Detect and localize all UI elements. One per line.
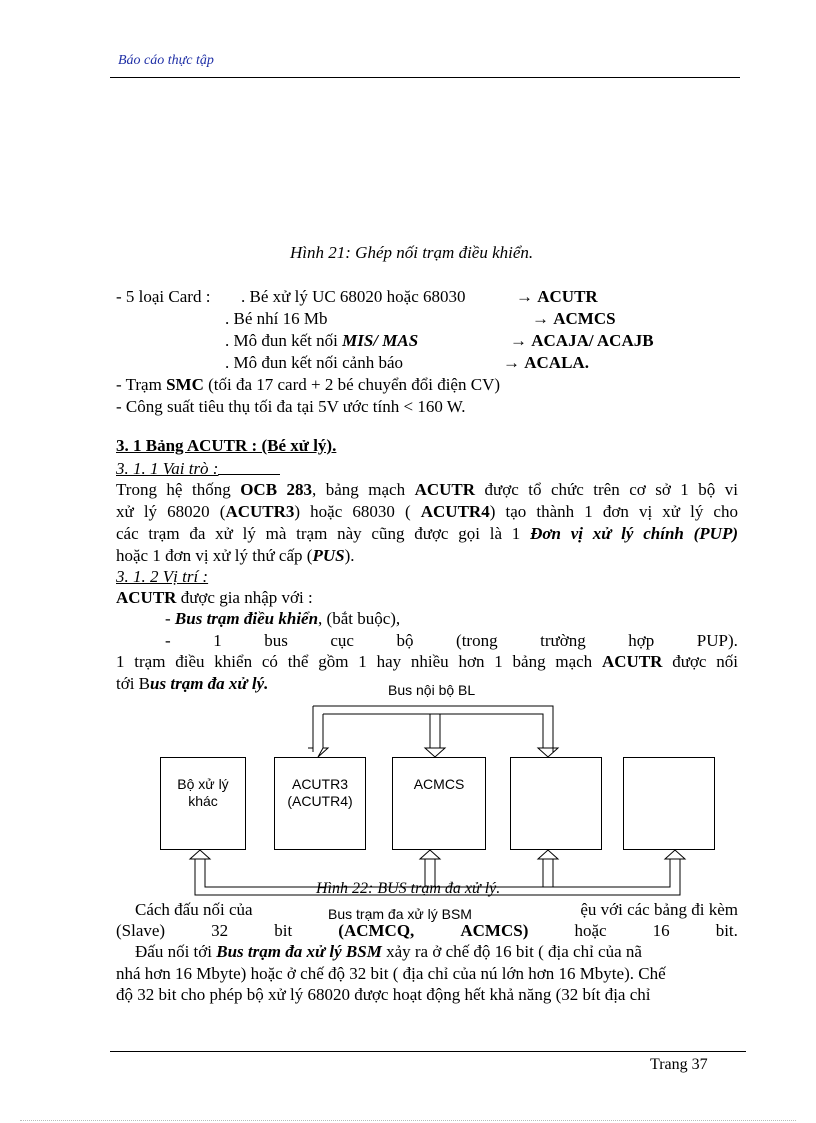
cards-line2-target: → ACMCS (532, 309, 616, 328)
bus-bl-arrow-3 (538, 748, 558, 757)
page-edge (20, 1120, 796, 1121)
bus-bsm-arrow-4 (665, 850, 685, 859)
cards-line4: . Mô đun kết nối cảnh báo (225, 353, 403, 372)
para1-line4: hoặc 1 đơn vị xử lý thứ cấp (PUS). (116, 546, 355, 565)
bus-bsm-arrow-1 (190, 850, 210, 859)
header-title: Báo cáo thực tập (118, 53, 214, 68)
bus-bsm-arrow-3 (538, 850, 558, 859)
para1-line3: các trạm đa xử lý mà trạm này cũng được gọi là 1 Đơn vị xử lý chính (PUP) (116, 524, 738, 543)
power-line: - Công suất tiêu thụ tối đa tại 5V ước tính < 160 W. (116, 397, 466, 416)
para3-line3: Đấu nối tới Bus trạm đa xử lý BSM xảy ra ở chế độ 16 bit ( địa chỉ của nã (135, 942, 642, 961)
bus-bl-outline (313, 706, 553, 752)
bus-bsm-label: Bus trạm đa xử lý BSM (328, 906, 472, 922)
figure22-caption: Hình 22: BUS trạm đa xử lý. (316, 880, 501, 897)
box-acmcs-label: ACMCS (413, 776, 465, 792)
para2-line4: 1 trạm điều khiển có thể gồm 1 hay nhiều hơn 1 bảng mạch ACUTR được nối (116, 652, 738, 671)
para2-line1: ACUTR được gia nhập với : (116, 588, 313, 607)
bus-bl-arrow-2 (425, 748, 445, 757)
para3-line2: (Slave) 32 bit (ACMCQ, ACMCS) hoặc 16 bit. (116, 921, 738, 940)
box-acutr-label: ACUTR3 (ACUTR4) (287, 776, 353, 809)
figure21-caption: Hình 21: Ghép nối trạm điều khiển. (290, 243, 534, 262)
box-acmcs (392, 757, 486, 850)
cards-line1-target: → ACUTR (516, 287, 598, 306)
para2-line2: - Bus trạm điều khiển, (bắt buộc), (165, 609, 401, 628)
cards-line4-target: → ACALA. (503, 353, 589, 372)
section-title: 3. 1 Bảng ACUTR : (Bé xử lý). (116, 436, 337, 455)
bus-bl-arrow-1 (308, 714, 328, 757)
para3-line4: nhá hơn 16 Mbyte) hoặc ở chế độ 32 bit ( địa chỉ của nú lớn hơn 16 Mbyte). Chế (116, 964, 666, 983)
sub2-title: 3. 1. 2 Vị trí : (116, 567, 209, 586)
cards-line2: . Bé nhí 16 Mb (225, 309, 328, 328)
page-number: Trang 37 (650, 1056, 708, 1073)
bus-bl-label: Bus nội bộ BL (388, 682, 476, 698)
box-empty-1 (510, 757, 602, 850)
bus-bsm-arrow-2 (420, 850, 440, 859)
cards-label: - 5 loại Card : (116, 287, 211, 306)
smc-line: - Trạm SMC (tối đa 17 card + 2 bé chuyển đổi điện CV) (116, 375, 501, 394)
cards-line3: . Mô đun kết nối MIS/ MAS (225, 331, 419, 350)
footer-divider (110, 1051, 746, 1052)
cards-line1: . Bé xử lý UC 68020 hoặc 68030 (241, 287, 466, 306)
para2-line5: tới Bus trạm đa xử lý. (116, 674, 269, 693)
sub1-title: 3. 1. 1 Vai trò : (116, 459, 288, 479)
para1-line1: Trong hệ thống OCB 283, bảng mạch ACUTR được tổ chức trên cơ sở 1 bộ vi (116, 480, 739, 499)
para3-line5: độ 32 bit cho phép bộ xử lý 68020 được hoạt động hết khả năng (32 bít địa chỉ (116, 985, 651, 1004)
cards-line3-target: → ACAJA/ ACAJB (510, 331, 654, 350)
para1-line2: xử lý 68020 (ACUTR3) hoặc 68030 ( ACUTR4) tạo thành 1 đơn vị xử lý cho (116, 502, 738, 521)
para2-line3: - 1 bus cục bộ (trong trường hợp PUP). (165, 631, 738, 650)
box-other-processor-label: Bộ xử lý khác (177, 776, 229, 809)
box-empty-2 (623, 757, 715, 850)
para3-line1b: ệu với các bảng đi kèm (580, 900, 738, 919)
para3-line1a: Cách đấu nối của (135, 900, 253, 919)
